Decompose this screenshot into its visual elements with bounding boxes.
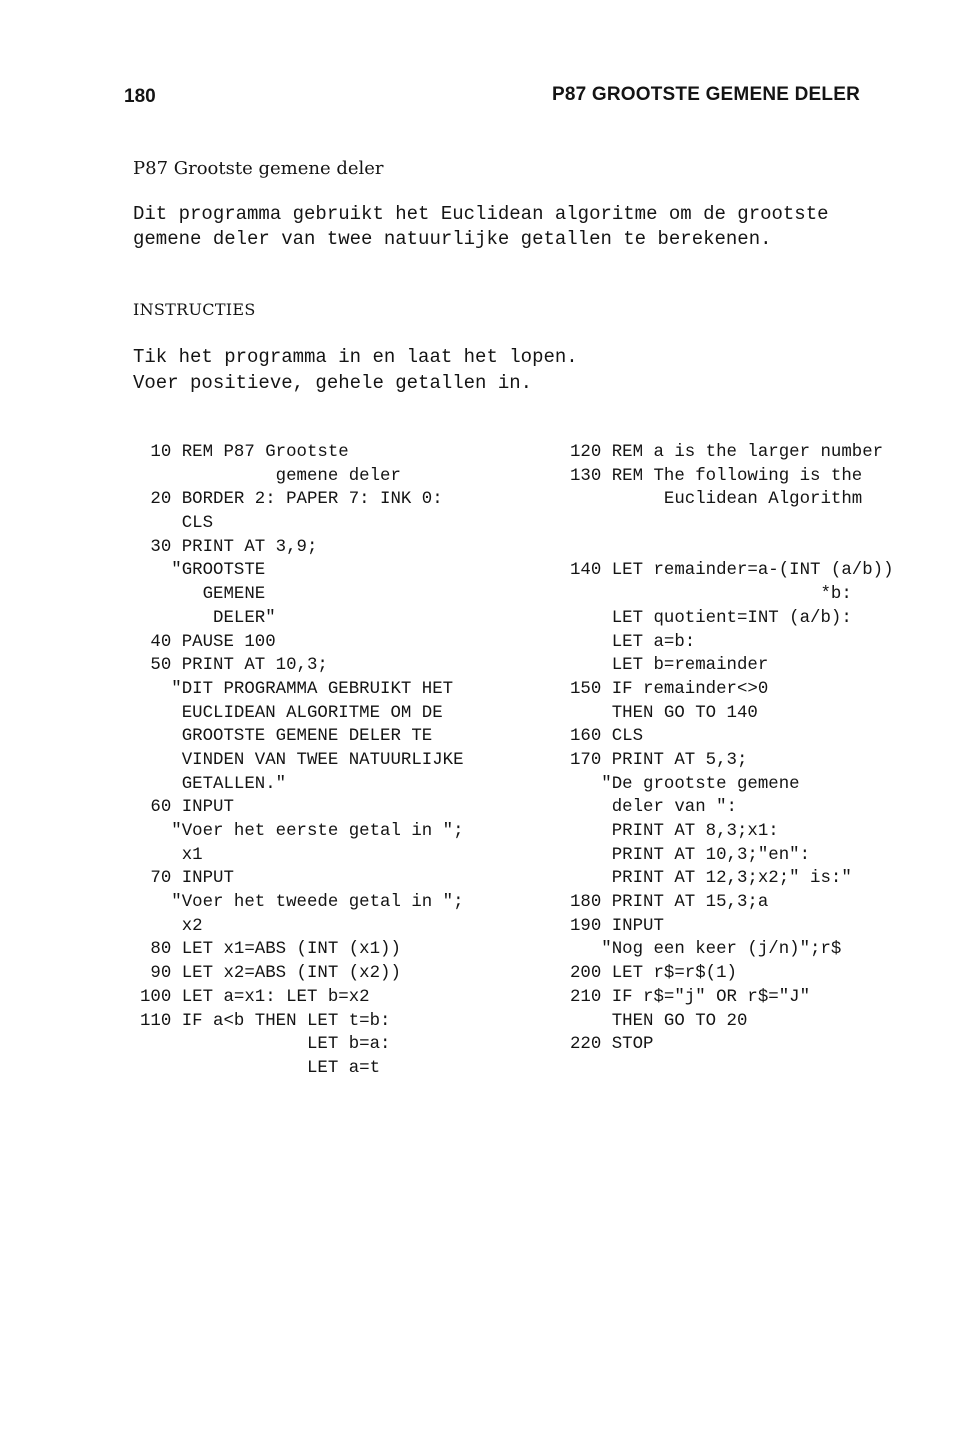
code-line: 130 REM The following is the: [570, 466, 863, 486]
code-line: gemene deler: [140, 466, 401, 486]
code-line: Euclidean Algorithm: [570, 490, 863, 510]
code-line: *b:: [570, 585, 852, 605]
code-line: 180 PRINT AT 15,3;a: [570, 893, 769, 913]
code-line: 120 REM a is the larger number: [570, 443, 884, 462]
code-line: 170 PRINT AT 5,3;: [570, 750, 748, 770]
code-line: 50 PRINT AT 10,3;: [140, 656, 328, 676]
code-line: CLS: [140, 514, 214, 534]
code-line: 30 PRINT AT 3,9;: [140, 537, 318, 557]
code-line: x1: [140, 845, 203, 865]
code-line: DELER": [140, 608, 276, 628]
code-line: GEMENE: [140, 585, 266, 605]
code-line: 150 IF remainder<>0: [570, 679, 769, 699]
code-line: 80 LET x1=ABS (INT (x1)): [140, 940, 401, 960]
code-line: 140 LET remainder=a-(INT (a/b)): [570, 561, 894, 581]
code-line: LET b=a:: [140, 1035, 391, 1055]
code-line: LET b=remainder: [570, 656, 769, 676]
code-line: 10 REM P87 Grootste: [140, 443, 349, 462]
code-line: PRINT AT 10,3;"en":: [570, 845, 811, 865]
code-line: THEN GO TO 20: [570, 1011, 748, 1031]
code-line: PRINT AT 8,3;x1:: [570, 822, 779, 841]
code-line: 190 INPUT: [570, 916, 664, 936]
code-listing-right: [570, 441, 894, 1057]
code-line: [570, 536, 894, 560]
code-line: "De grootste gemene: [570, 774, 800, 794]
code-line: "Voer het tweede getal in ";: [140, 893, 464, 913]
page-number: 180: [124, 86, 156, 107]
code-line: THEN GO TO 140: [570, 703, 758, 723]
code-line: "Voer het eerste getal in ";: [140, 822, 464, 841]
code-line: "Nog een keer (j/n)";r$: [570, 940, 842, 960]
instruction-line: Tik het programma in en laat het lopen.: [133, 346, 578, 368]
instruction-line: Voer positieve, gehele getallen in.: [133, 372, 533, 394]
code-line: deler van ":: [570, 798, 737, 818]
code-listing-left: [140, 441, 464, 1081]
intro-line: Dit programma gebruikt het Euclidean algoritme om de grootste: [133, 203, 829, 225]
code-line: 100 LET a=x1: LET b=x2: [140, 987, 370, 1007]
code-line: VINDEN VAN TWEE NATUURLIJKE: [140, 750, 464, 770]
code-line: LET a=t: [140, 1058, 381, 1078]
code-line: EUCLIDEAN ALGORITME OM DE: [140, 703, 443, 723]
code-line: LET a=b:: [570, 632, 696, 652]
instructions-heading: INSTRUCTIES: [133, 300, 256, 319]
code-line: x2: [140, 916, 203, 936]
code-line: 90 LET x2=ABS (INT (x2)): [140, 964, 401, 984]
code-line: 220 STOP: [570, 1035, 654, 1055]
code-line: 210 IF r$="j" OR r$="J": [570, 987, 811, 1007]
code-line: [570, 512, 894, 536]
code-line: "GROOTSTE: [140, 561, 266, 581]
section-title: P87 Grootste gemene deler: [133, 158, 384, 179]
intro-line: gemene deler van twee natuurlijke getallen te berekenen.: [133, 228, 772, 250]
running-title: P87 GROOTSTE GEMENE DELER: [552, 84, 860, 105]
code-line: 60 INPUT: [140, 798, 234, 818]
code-line: LET quotient=INT (a/b):: [570, 608, 852, 628]
code-line: 110 IF a<b THEN LET t=b:: [140, 1011, 391, 1031]
code-line: GROOTSTE GEMENE DELER TE: [140, 727, 433, 747]
code-line: PRINT AT 12,3;x2;" is:": [570, 869, 852, 889]
code-line: 160 CLS: [570, 727, 644, 747]
code-line: 70 INPUT: [140, 869, 234, 889]
instructions-text: [133, 344, 578, 396]
code-line: GETALLEN.": [140, 774, 287, 794]
code-line: 40 PAUSE 100: [140, 632, 276, 652]
code-line: 20 BORDER 2: PAPER 7: INK 0:: [140, 490, 443, 510]
intro-paragraph: [133, 202, 893, 252]
code-line: 200 LET r$=r$(1): [570, 964, 737, 984]
code-line: "DIT PROGRAMMA GEBRUIKT HET: [140, 679, 454, 699]
